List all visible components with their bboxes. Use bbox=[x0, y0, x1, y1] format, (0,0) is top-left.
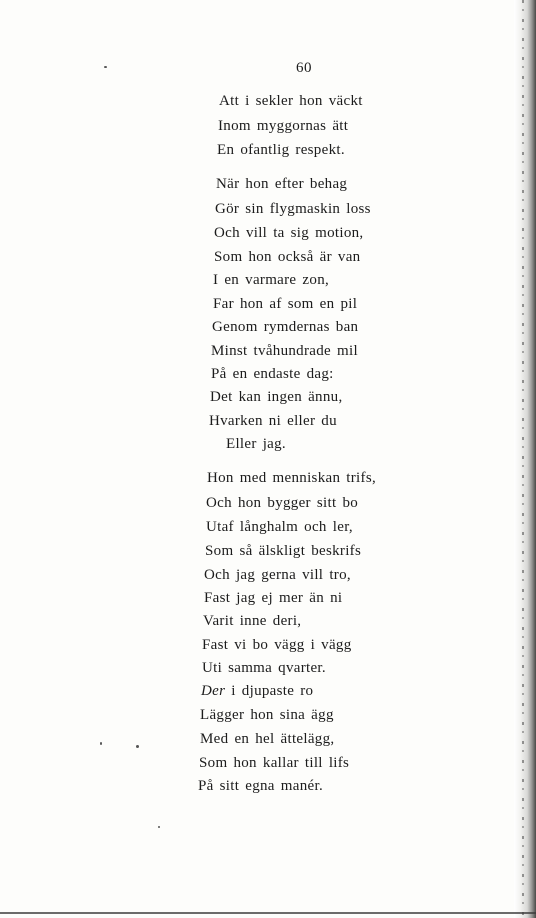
print-speck bbox=[100, 742, 102, 745]
verse-line: Utaf långhalm och ler, bbox=[206, 519, 353, 535]
verse-line: Lägger hon sina ägg bbox=[200, 707, 334, 723]
verse-line: Det kan ingen ännu, bbox=[210, 389, 343, 405]
verse-line: Uti samma qvarter. bbox=[202, 660, 326, 676]
verse-line: Minst tvåhundrade mil bbox=[211, 343, 358, 359]
print-speck bbox=[136, 745, 139, 748]
verse-line: Far hon af som en pil bbox=[213, 296, 358, 312]
verse-line: Hon med menniskan trifs, bbox=[207, 470, 377, 486]
verse-line: Att i sekler hon väckt bbox=[219, 93, 363, 109]
verse-line bbox=[201, 683, 313, 700]
verse-line: Varit inne deri, bbox=[203, 613, 302, 629]
verse-line: Som så älskligt beskrifs bbox=[205, 543, 362, 559]
verse-line: Som hon kallar till lifs bbox=[199, 755, 350, 771]
verse-line: Eller jag. bbox=[226, 436, 286, 452]
verse-line: Inom myggornas ätt bbox=[218, 118, 349, 134]
page-edge-shadow bbox=[514, 0, 536, 918]
page-number: 60 bbox=[296, 60, 312, 76]
page-bottom-edge bbox=[0, 912, 536, 914]
verse-line: Genom rymdernas ban bbox=[212, 319, 359, 335]
verse-line-rest: i djupaste ro bbox=[225, 683, 314, 699]
verse-line: Och hon bygger sitt bo bbox=[206, 495, 359, 511]
verse-line: Och jag gerna vill tro, bbox=[204, 567, 351, 583]
verse-line: Och vill ta sig motion, bbox=[214, 225, 364, 241]
verse-line: På sitt egna manér. bbox=[198, 778, 324, 794]
verse-line: Hvarken ni eller du bbox=[209, 413, 337, 429]
verse-line: På en endaste dag: bbox=[211, 366, 334, 382]
verse-line: Fast vi bo vägg i vägg bbox=[202, 637, 352, 653]
verse-line: När hon efter behag bbox=[216, 176, 348, 192]
verse-line: Gör sin flygmaskin loss bbox=[215, 201, 371, 217]
verse-line: En ofantlig respekt. bbox=[217, 142, 345, 158]
verse-line: Med en hel ättelägg, bbox=[200, 731, 335, 747]
verse-italic-word: Der bbox=[201, 683, 226, 699]
print-speck bbox=[104, 66, 107, 68]
verse-line: Som hon också är van bbox=[214, 249, 361, 265]
print-speck bbox=[158, 826, 160, 828]
verse-line: Fast jag ej mer än ni bbox=[204, 590, 343, 606]
verse-line: I en varmare zon, bbox=[213, 272, 330, 288]
